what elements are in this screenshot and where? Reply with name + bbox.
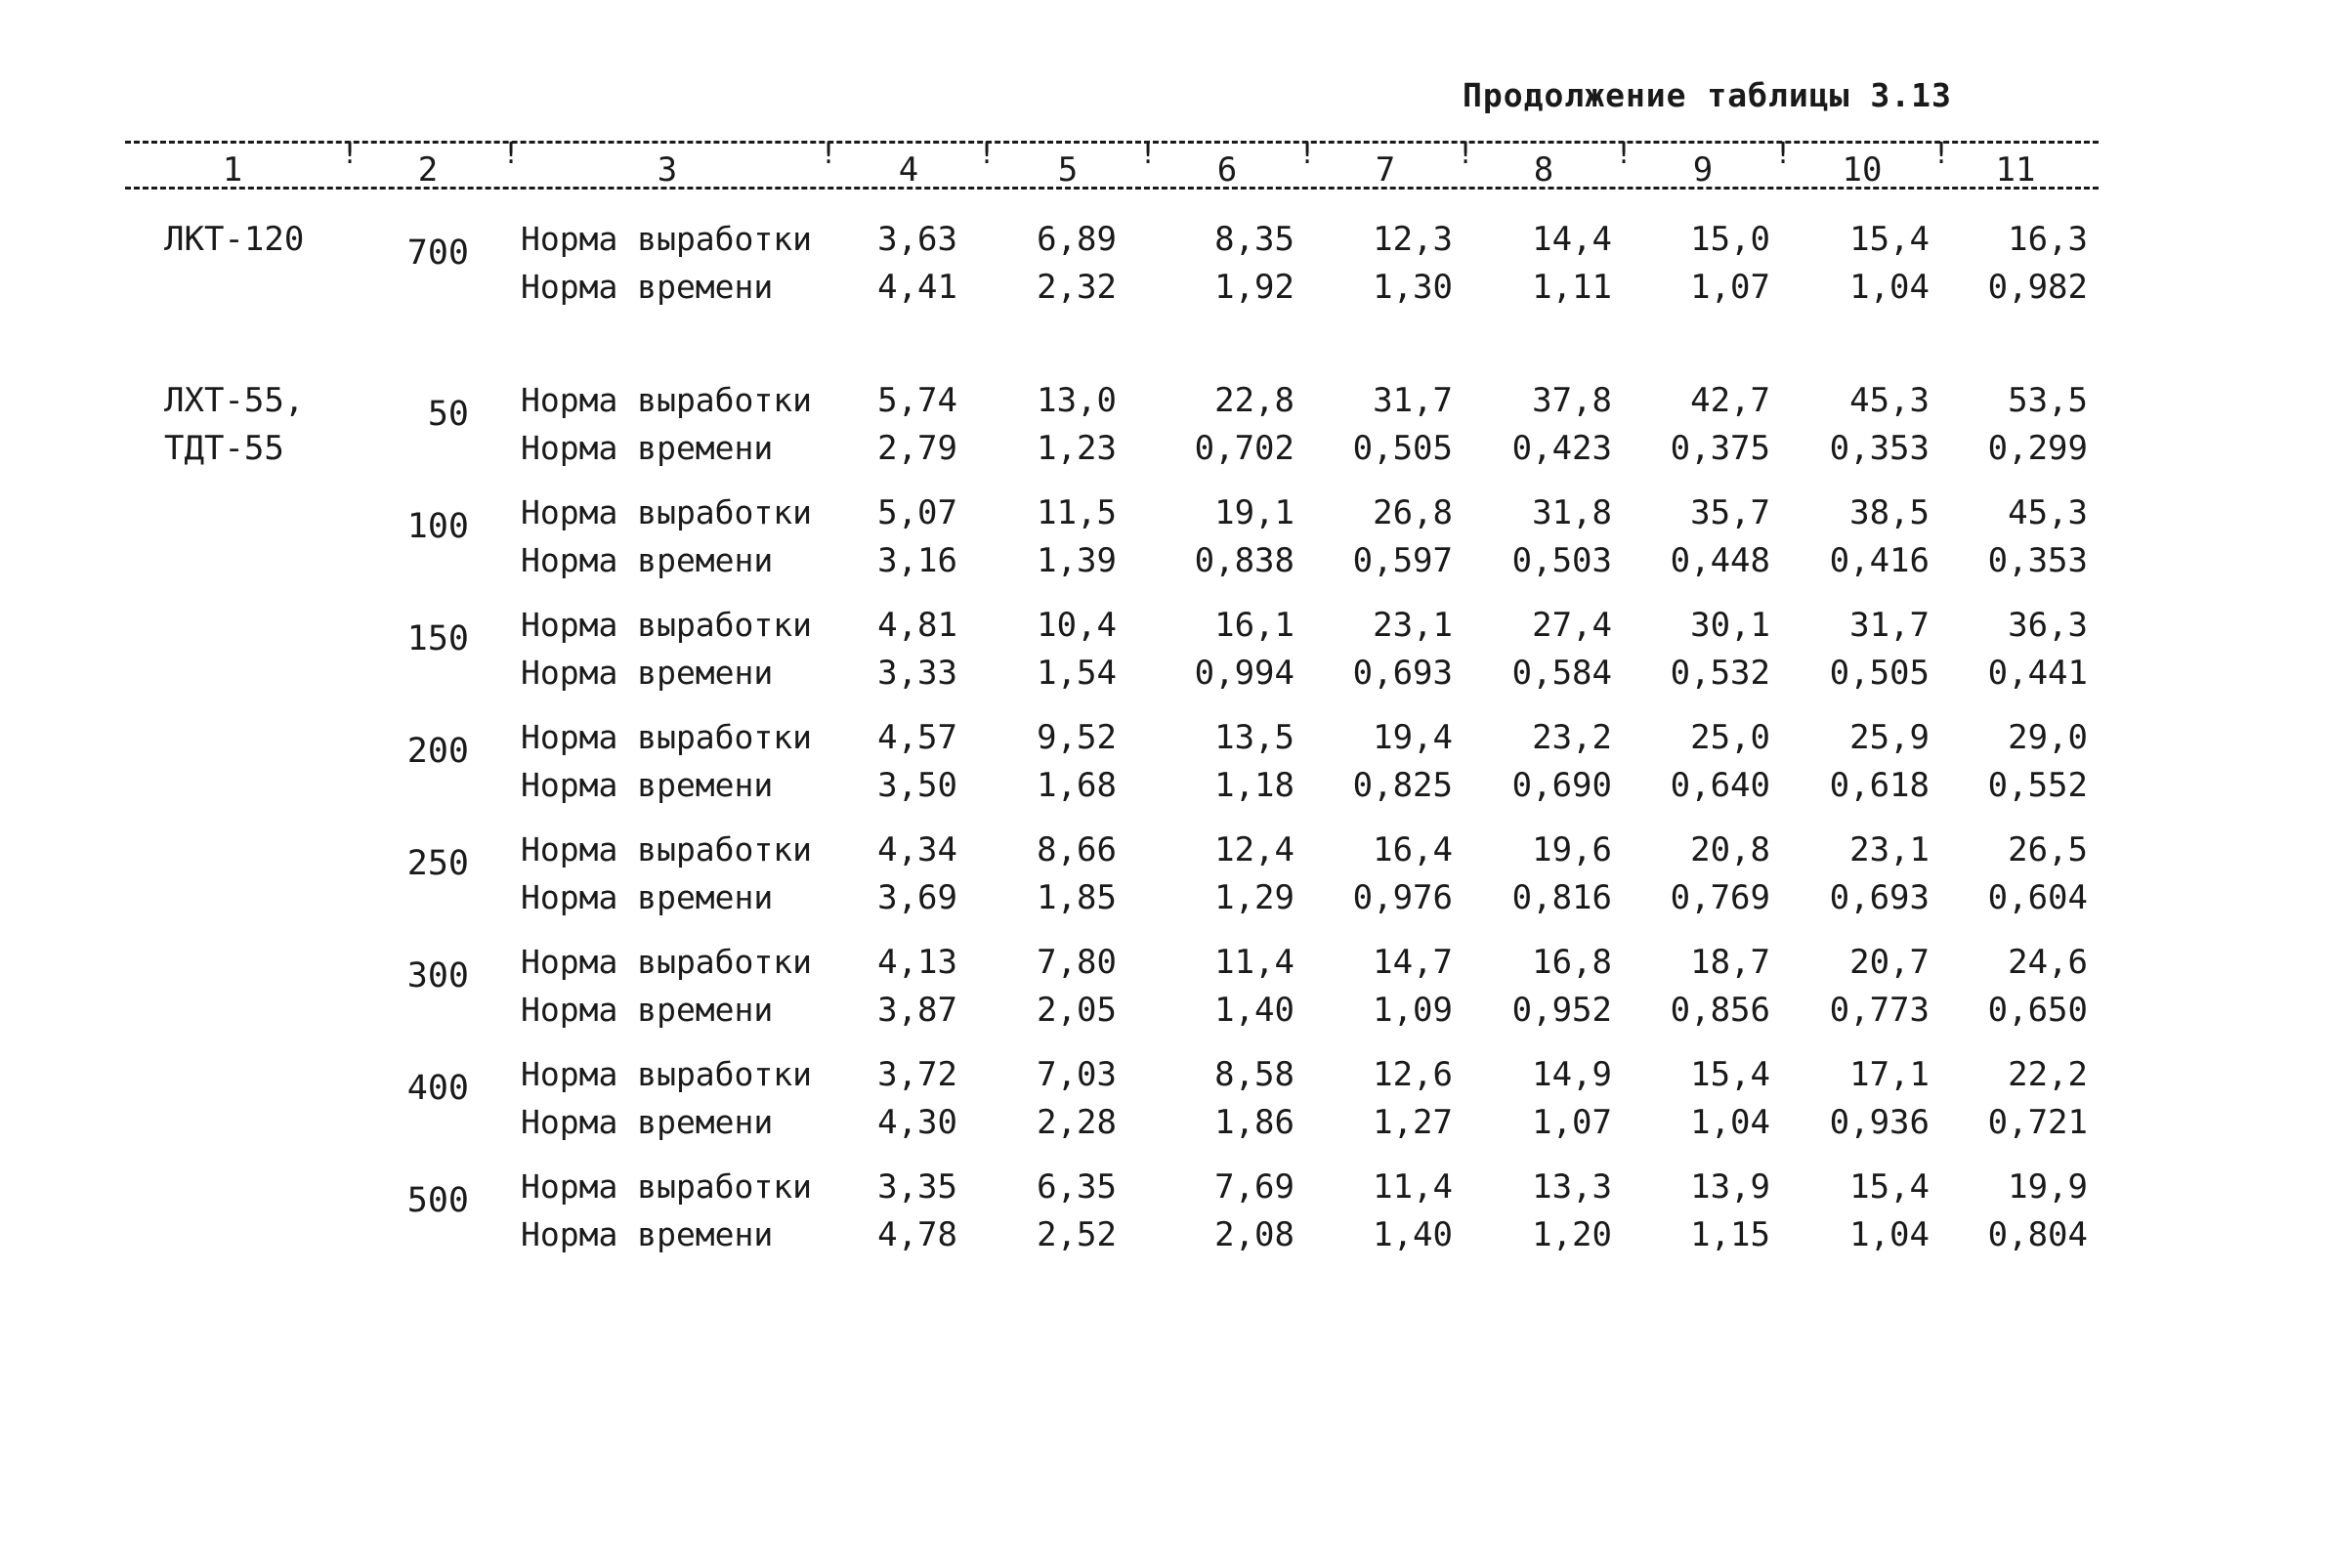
time-norm-value: 1,92 [1214,268,1294,307]
output-norm-label: Норма выработки [521,1167,813,1206]
output-norm-value: 19,6 [1532,830,1612,869]
header-separator: ! [820,137,838,171]
output-norm-value: 12,6 [1373,1055,1453,1094]
time-norm-label: Норма времени [521,541,774,579]
pipe-diameter: 700 [406,233,469,273]
output-norm-value: 13,3 [1532,1167,1612,1207]
time-norm-value: 0,448 [1670,541,1770,580]
output-norm-value: 36,3 [2008,606,2088,645]
header-separator: ! [341,137,360,171]
output-norm-value: 29,0 [2008,718,2088,757]
time-norm-value: 3,16 [877,541,957,580]
time-norm-value: 0,693 [1352,654,1453,693]
time-norm-value: 0,952 [1511,991,1612,1030]
output-norm-value: 11,4 [1214,943,1294,982]
output-norm-value: 37,8 [1532,381,1612,420]
time-norm-value: 0,604 [1987,878,2088,917]
time-norm-value: 0,982 [1987,268,2088,307]
time-norm-label: Норма времени [521,766,774,804]
time-norm-label: Норма времени [521,268,774,306]
output-norm-value: 38,5 [1849,493,1930,532]
output-norm-value: 4,13 [877,943,957,982]
output-norm-value: 13,5 [1214,718,1294,757]
output-norm-value: 19,1 [1214,493,1294,532]
time-norm-value: 3,50 [877,766,957,805]
output-norm-value: 8,58 [1214,1055,1294,1094]
time-norm-value: 1,11 [1532,268,1612,307]
output-norm-value: 3,35 [877,1167,957,1207]
time-norm-label: Норма времени [521,878,774,916]
time-norm-value: 0,693 [1829,878,1930,917]
output-norm-value: 7,03 [1037,1055,1117,1094]
time-norm-value: 0,353 [1987,541,2088,580]
output-norm-value: 6,35 [1037,1167,1117,1207]
time-norm-value: 2,28 [1037,1103,1117,1142]
time-norm-value: 0,505 [1352,429,1453,468]
output-norm-value: 15,4 [1849,1167,1930,1207]
output-norm-value: 13,9 [1690,1167,1770,1207]
time-norm-value: 0,769 [1670,878,1770,917]
time-norm-value: 1,29 [1214,878,1294,917]
time-norm-label: Норма времени [521,1103,774,1141]
output-norm-value: 5,07 [877,493,957,532]
time-norm-value: 0,936 [1829,1103,1930,1142]
output-norm-value: 15,4 [1849,220,1930,259]
output-norm-value: 18,7 [1690,943,1770,982]
time-norm-value: 0,584 [1511,654,1612,693]
time-norm-value: 3,69 [877,878,957,917]
machine-brand: ЛКТ-120 [164,220,305,259]
pipe-diameter: 100 [406,507,469,546]
output-norm-value: 12,3 [1373,220,1453,259]
time-norm-value: 1,04 [1849,1215,1930,1254]
output-norm-value: 16,1 [1214,606,1294,645]
output-norm-value: 53,5 [2008,381,2088,420]
output-norm-label: Норма выработки [521,718,813,756]
header-separator: ! [1932,137,1951,171]
time-norm-value: 0,423 [1511,429,1612,468]
header-separator: ! [1774,137,1793,171]
time-norm-value: 0,441 [1987,654,2088,693]
time-norm-value: 0,650 [1987,991,2088,1030]
time-norm-value: 0,825 [1352,766,1453,805]
pipe-diameter: 250 [406,844,469,883]
header-separator: ! [1615,137,1634,171]
pipe-diameter: 200 [406,732,469,771]
time-norm-value: 0,690 [1511,766,1612,805]
output-norm-value: 25,0 [1690,718,1770,757]
pipe-diameter: 300 [406,956,469,996]
time-norm-value: 1,27 [1373,1103,1453,1142]
output-norm-value: 19,4 [1373,718,1453,757]
header-col-3: 3 [657,150,678,190]
time-norm-value: 0,552 [1987,766,2088,805]
output-norm-value: 14,7 [1373,943,1453,982]
output-norm-value: 8,35 [1214,220,1294,259]
time-norm-value: 1,07 [1690,268,1770,307]
time-norm-value: 0,375 [1670,429,1770,468]
output-norm-value: 15,0 [1690,220,1770,259]
time-norm-value: 0,804 [1987,1215,2088,1254]
output-norm-value: 22,8 [1214,381,1294,420]
output-norm-value: 19,9 [2008,1167,2088,1207]
time-norm-value: 1,68 [1037,766,1117,805]
time-norm-value: 1,54 [1037,654,1117,693]
output-norm-value: 23,1 [1849,830,1930,869]
time-norm-value: 0,816 [1511,878,1612,917]
time-norm-value: 2,52 [1037,1215,1117,1254]
time-norm-value: 0,721 [1987,1103,2088,1142]
output-norm-value: 22,2 [2008,1055,2088,1094]
time-norm-value: 3,33 [877,654,957,693]
time-norm-value: 0,976 [1352,878,1453,917]
time-norm-value: 2,05 [1037,991,1117,1030]
time-norm-value: 1,04 [1690,1103,1770,1142]
output-norm-value: 42,7 [1690,381,1770,420]
output-norm-value: 23,2 [1532,718,1612,757]
header-col-2: 2 [417,150,439,190]
time-norm-value: 1,86 [1214,1103,1294,1142]
time-norm-label: Норма времени [521,429,774,467]
output-norm-value: 45,3 [2008,493,2088,532]
output-norm-value: 20,8 [1690,830,1770,869]
time-norm-value: 0,503 [1511,541,1612,580]
output-norm-value: 23,1 [1373,606,1453,645]
time-norm-value: 0,773 [1829,991,1930,1030]
pipe-diameter: 50 [427,395,469,434]
output-norm-value: 12,4 [1214,830,1294,869]
output-norm-value: 31,7 [1373,381,1453,420]
header-separator: ! [502,137,521,171]
time-norm-value: 0,299 [1987,429,2088,468]
output-norm-value: 14,4 [1532,220,1612,259]
output-norm-label: Норма выработки [521,830,813,869]
table-header [125,133,2099,193]
output-norm-value: 31,8 [1532,493,1612,532]
time-norm-value: 0,505 [1829,654,1930,693]
output-norm-value: 7,80 [1037,943,1117,982]
output-norm-value: 4,57 [877,718,957,757]
time-norm-value: 0,532 [1670,654,1770,693]
header-separator: ! [978,137,997,171]
machine-brand: ЛХТ-55, [164,381,305,420]
pipe-diameter: 400 [406,1069,469,1108]
time-norm-value: 0,416 [1829,541,1930,580]
output-norm-value: 16,8 [1532,943,1612,982]
time-norm-value: 1,30 [1373,268,1453,307]
time-norm-value: 0,856 [1670,991,1770,1030]
output-norm-value: 13,0 [1037,381,1117,420]
time-norm-value: 4,78 [877,1215,957,1254]
time-norm-value: 1,15 [1690,1215,1770,1254]
output-norm-label: Норма выработки [521,493,813,531]
output-norm-value: 15,4 [1690,1055,1770,1094]
time-norm-label: Норма времени [521,991,774,1029]
time-norm-value: 1,07 [1532,1103,1612,1142]
output-norm-label: Норма выработки [521,220,813,258]
time-norm-value: 3,87 [877,991,957,1030]
output-norm-label: Норма выработки [521,606,813,644]
time-norm-value: 1,23 [1037,429,1117,468]
output-norm-value: 24,6 [2008,943,2088,982]
time-norm-value: 1,20 [1532,1215,1612,1254]
time-norm-value: 1,85 [1037,878,1117,917]
output-norm-value: 35,7 [1690,493,1770,532]
time-norm-value: 1,09 [1373,991,1453,1030]
output-norm-value: 16,3 [2008,220,2088,259]
machine-brand: ТДТ-55 [164,429,284,468]
pipe-diameter: 500 [406,1181,469,1220]
header-col-6: 6 [1216,150,1238,190]
time-norm-value: 0,702 [1194,429,1294,468]
time-norm-value: 0,640 [1670,766,1770,805]
output-norm-value: 14,9 [1532,1055,1612,1094]
time-norm-value: 1,40 [1373,1215,1453,1254]
output-norm-value: 31,7 [1849,606,1930,645]
output-norm-value: 6,89 [1037,220,1117,259]
time-norm-value: 0,597 [1352,541,1453,580]
header-col-1: 1 [222,150,243,190]
time-norm-value: 0,618 [1829,766,1930,805]
output-norm-value: 30,1 [1690,606,1770,645]
time-norm-value: 1,39 [1037,541,1117,580]
header-col-8: 8 [1533,150,1554,190]
output-norm-value: 3,63 [877,220,957,259]
header-separator: ! [1457,137,1475,171]
time-norm-value: 0,994 [1194,654,1294,693]
time-norm-value: 1,40 [1214,991,1294,1030]
header-separator: ! [1298,137,1317,171]
header-col-10: 10 [1842,150,1883,190]
time-norm-value: 4,30 [877,1103,957,1142]
output-norm-value: 45,3 [1849,381,1930,420]
table-caption: Продолжение таблицы 3.13 [1463,76,1952,114]
output-norm-value: 4,81 [877,606,957,645]
output-norm-value: 3,72 [877,1055,957,1094]
time-norm-value: 2,08 [1214,1215,1294,1254]
output-norm-value: 9,52 [1037,718,1117,757]
output-norm-value: 11,4 [1373,1167,1453,1207]
header-col-7: 7 [1375,150,1396,190]
output-norm-label: Норма выработки [521,381,813,419]
time-norm-label: Норма времени [521,1215,774,1253]
output-norm-value: 7,69 [1214,1167,1294,1207]
time-norm-value: 1,04 [1849,268,1930,307]
header-col-5: 5 [1057,150,1079,190]
output-norm-value: 11,5 [1037,493,1117,532]
output-norm-value: 20,7 [1849,943,1930,982]
time-norm-value: 2,79 [877,429,957,468]
time-norm-value: 0,353 [1829,429,1930,468]
header-col-11: 11 [1995,150,2036,190]
output-norm-value: 25,9 [1849,718,1930,757]
time-norm-value: 4,41 [877,268,957,307]
output-norm-value: 16,4 [1373,830,1453,869]
output-norm-value: 4,34 [877,830,957,869]
output-norm-value: 26,8 [1373,493,1453,532]
output-norm-value: 8,66 [1037,830,1117,869]
output-norm-value: 27,4 [1532,606,1612,645]
header-col-4: 4 [898,150,919,190]
header-top-rule [125,141,2099,144]
output-norm-value: 10,4 [1037,606,1117,645]
pipe-diameter: 150 [406,619,469,658]
time-norm-value: 0,838 [1194,541,1294,580]
output-norm-label: Норма выработки [521,943,813,981]
time-norm-value: 1,18 [1214,766,1294,805]
time-norm-label: Норма времени [521,654,774,692]
output-norm-label: Норма выработки [521,1055,813,1093]
time-norm-value: 2,32 [1037,268,1117,307]
output-norm-value: 26,5 [2008,830,2088,869]
output-norm-value: 5,74 [877,381,957,420]
output-norm-value: 17,1 [1849,1055,1930,1094]
header-separator: ! [1139,137,1158,171]
header-col-9: 9 [1692,150,1714,190]
